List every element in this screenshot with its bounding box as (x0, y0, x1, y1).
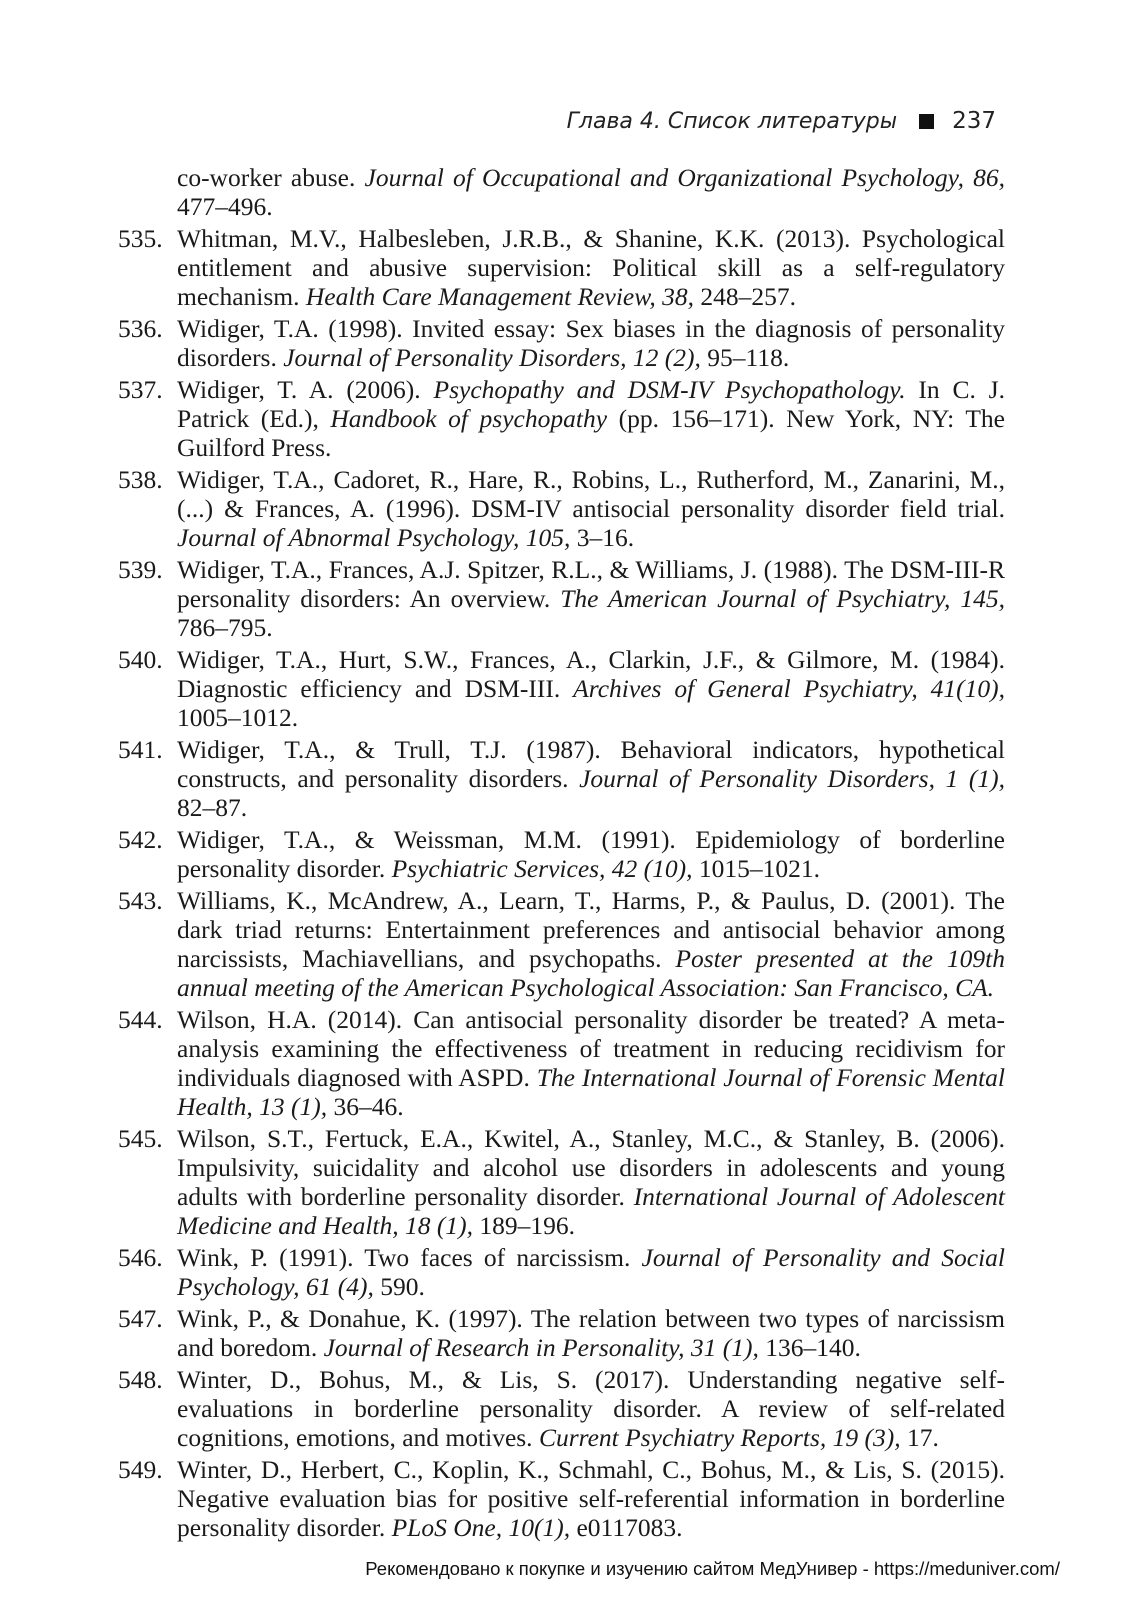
reference-item: 543. Williams, K., McAndrew, A., Learn, T., Harms, P., & Paulus, D. (2001). The dark triad returns: Entertainment preferences and antisocial behavior among narcissists, Machiavellians, and psychopaths. Poster presented at the 109th annual meeting of the American Psychological Association: San Francisco, CA. (118, 886, 1005, 1002)
reference-number: 544. (118, 1005, 163, 1034)
reference-number: 548. (118, 1365, 163, 1394)
reference-item: 545. Wilson, S.T., Fertuck, E.A., Kwitel, A., Stanley, M.C., & Stanley, B. (2006). Impulsivity, suicidality and alcohol use disorders in adolescents and young adults with borderline personality disorder. International Journal of Adolescent Medicine and Health, 18 (1), 189–196. (118, 1124, 1005, 1240)
reference-item: 542. Widiger, T.A., & Weissman, M.M. (1991). Epidemiology of borderline personality disorder. Psychiatric Services, 42 (10), 1015–1021. (118, 825, 1005, 883)
reference-item: 538. Widiger, T.A., Cadoret, R., Hare, R., Robins, L., Rutherford, M., Zanarini, M., (...) & Frances, A. (1996). DSM-IV antisocial personality disorder field trial. Journal of Abnormal Psychology, 105, 3–16. (118, 465, 1005, 552)
reference-number: 540. (118, 645, 163, 674)
reference-item: 535. Whitman, M.V., Halbesleben, J.R.B., & Shanine, K.K. (2013). Psychological entitlement and abusive supervision: Political skill as a self-regulatory mechanism. Health Care Management Review, 38, 248–257. (118, 224, 1005, 311)
footer-note: Рекомендовано к покупке и изучению сайтом МедУнивер - https://meduniver.com/ (365, 1558, 1060, 1579)
reference-item: 540. Widiger, T.A., Hurt, S.W., Frances, A., Clarkin, J.F., & Gilmore, M. (1984). Diagnostic efficiency and DSM-III. Archives of General Psychiatry, 41(10), 1005–1012. (118, 645, 1005, 732)
reference-number: 539. (118, 555, 163, 584)
reference-number: 535. (118, 224, 163, 253)
chapter-title: Глава 4. Список литературы (566, 108, 898, 134)
reference-number: 543. (118, 886, 163, 915)
reference-item: 546. Wink, P. (1991). Two faces of narcissism. Journal of Personality and Social Psychology, 61 (4), 590. (118, 1243, 1005, 1301)
reference-item: 544. Wilson, H.A. (2014). Can antisocial personality disorder be treated? A meta-analysis examining the effectiveness of treatment in reducing recidivism for individuals diagnosed with ASPD. The International Journal of Forensic Mental Health, 13 (1), 36–46. (118, 1005, 1005, 1121)
reference-number: 537. (118, 375, 163, 404)
reference-number: 547. (118, 1304, 163, 1333)
reference-item: 541. Widiger, T.A., & Trull, T.J. (1987). Behavioral indicators, hypothetical constructs, and personality disorders. Journal of Personality Disorders, 1 (1), 82–87. (118, 735, 1005, 822)
reference-item: 547. Wink, P., & Donahue, K. (1997). The relation between two types of narcissism and boredom. Journal of Research in Personality, 31 (1), 136–140. (118, 1304, 1005, 1362)
reference-item: 537. Widiger, T. A. (2006). Psychopathy and DSM-IV Psychopathology. In C. J. Patrick (Ed.), Handbook of psychopathy (pp. 156–171). New York, NY: The Guilford Press. (118, 375, 1005, 462)
reference-number: 542. (118, 825, 163, 854)
reference-continuation: co-worker abuse. Journal of Occupational and Organizational Psychology, 86, 477–496. (177, 163, 1005, 221)
reference-number: 545. (118, 1124, 163, 1153)
reference-number: 538. (118, 465, 163, 494)
reference-number: 546. (118, 1243, 163, 1272)
reference-number: 536. (118, 314, 163, 343)
reference-number: 549. (118, 1455, 163, 1484)
reference-item: 548. Winter, D., Bohus, M., & Lis, S. (2017). Understanding negative self-evaluations in borderline personality disorder. A review of self-related cognitions, emotions, and motives. Current Psychiatry Reports, 19 (3), 17. (118, 1365, 1005, 1452)
reference-item: 536. Widiger, T.A. (1998). Invited essay: Sex biases in the diagnosis of personality disorders. Journal of Personality Disorders, 12 (2), 95–118. (118, 314, 1005, 372)
running-header (567, 108, 996, 134)
reference-item: 549. Winter, D., Herbert, C., Koplin, K., Schmahl, C., Bohus, M., & Lis, S. (2015). Negative evaluation bias for positive self-referential information in borderline personality disorder. PLoS One, 10(1), e0117083. (118, 1455, 1005, 1542)
page-number: 237 (952, 108, 996, 134)
reference-item: 539. Widiger, T.A., Frances, A.J. Spitzer, R.L., & Williams, J. (1988). The DSM-III-R personality disorders: An overview. The American Journal of Psychiatry, 145, 786–795. (118, 555, 1005, 642)
reference-list (118, 163, 1005, 1545)
square-bullet-icon (919, 114, 934, 129)
reference-number: 541. (118, 735, 163, 764)
